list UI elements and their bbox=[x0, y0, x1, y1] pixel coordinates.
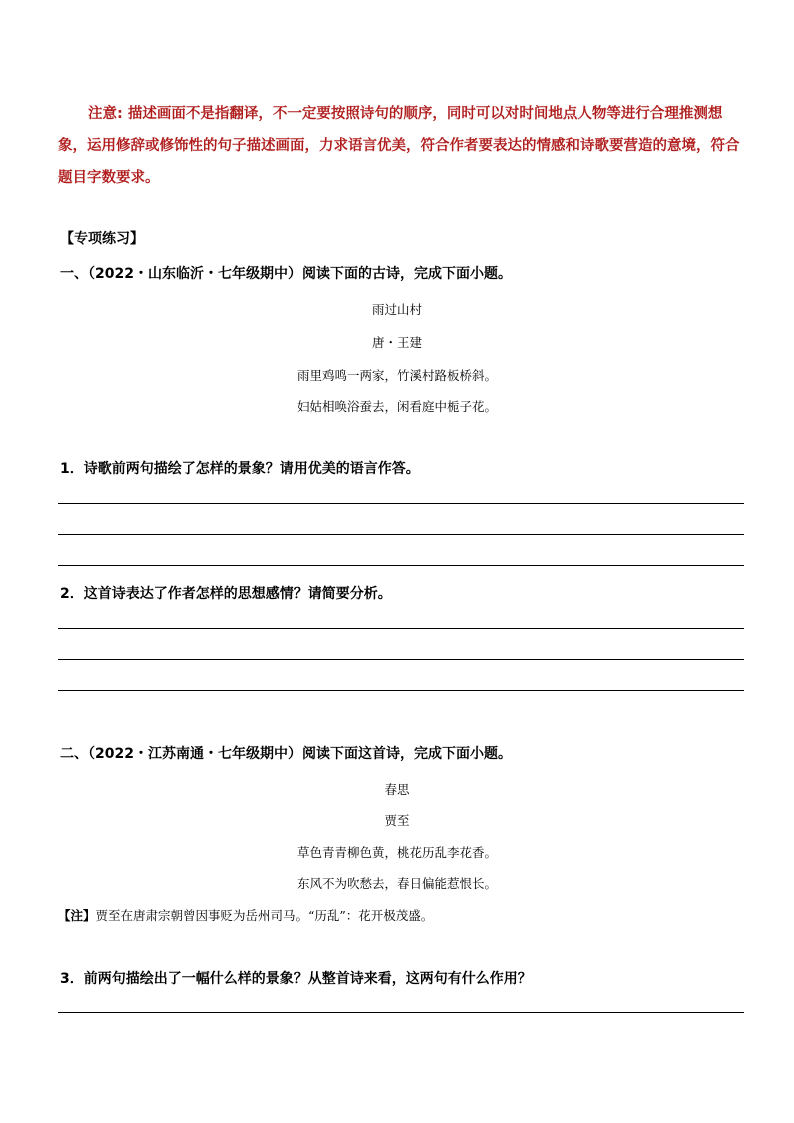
part2-poem-line: 东风不为吹愁去，春日偏能惹恨长。 bbox=[296, 876, 497, 891]
question-2: 2．这首诗表达了作者怎样的思想感情？请简要分析。 bbox=[60, 586, 392, 602]
answer-line[interactable] bbox=[58, 690, 744, 691]
part1-poem-title: 雨过山村 bbox=[371, 302, 422, 317]
part1-heading: 一、（2022・山东临沂・七年级期中）阅读下面的古诗，完成下面小题。 bbox=[60, 266, 512, 282]
answer-line[interactable] bbox=[58, 1012, 744, 1013]
answer-line[interactable] bbox=[58, 565, 744, 566]
part2-poem-author: 贾至 bbox=[384, 813, 410, 828]
answer-line[interactable] bbox=[58, 503, 744, 504]
practice-heading: 【专项练习】 bbox=[60, 231, 144, 247]
part2-poem-line: 草色青青柳色黄，桃花历乱李花香。 bbox=[296, 845, 497, 860]
note-paragraph bbox=[58, 98, 748, 194]
footnote-text: 贾至在唐肃宗朝曾因事贬为岳州司马。“历乱”：花开极茂盛。 bbox=[95, 908, 434, 923]
note-label: 注意 bbox=[88, 106, 117, 122]
answer-line[interactable] bbox=[58, 534, 744, 535]
part2-heading: 二、（2022・江苏南通・七年级期中）阅读下面这首诗，完成下面小题。 bbox=[60, 746, 512, 762]
part1-poem-author: 唐・王建 bbox=[371, 335, 422, 350]
answer-line[interactable] bbox=[58, 659, 744, 660]
footnote-label: 【注】 bbox=[58, 908, 96, 923]
question-1: 1．诗歌前两句描绘了怎样的景象？请用优美的语言作答。 bbox=[60, 461, 420, 477]
answer-line[interactable] bbox=[58, 628, 744, 629]
note-text: : 描述画面不是指翻译，不一定要按照诗句的顺序，同时可以对时间地点人物等进行合理推测想象，运用修辞或修饰性的句子描述画面，力求语言优美，符合作者要表达的情感和诗歌要营造的意境，符合题目字数要求。 bbox=[58, 106, 740, 186]
part1-poem-line: 妇姑相唤浴蚕去，闲看庭中栀子花。 bbox=[296, 399, 497, 414]
part2-poem-title: 春思 bbox=[384, 782, 410, 797]
footnote bbox=[58, 906, 433, 924]
question-3: 3．前两句描绘出了一幅什么样的景象？从整首诗来看，这两句有什么作用？ bbox=[60, 971, 532, 987]
part1-poem-line: 雨里鸡鸣一两家，竹溪村路板桥斜。 bbox=[296, 368, 497, 383]
